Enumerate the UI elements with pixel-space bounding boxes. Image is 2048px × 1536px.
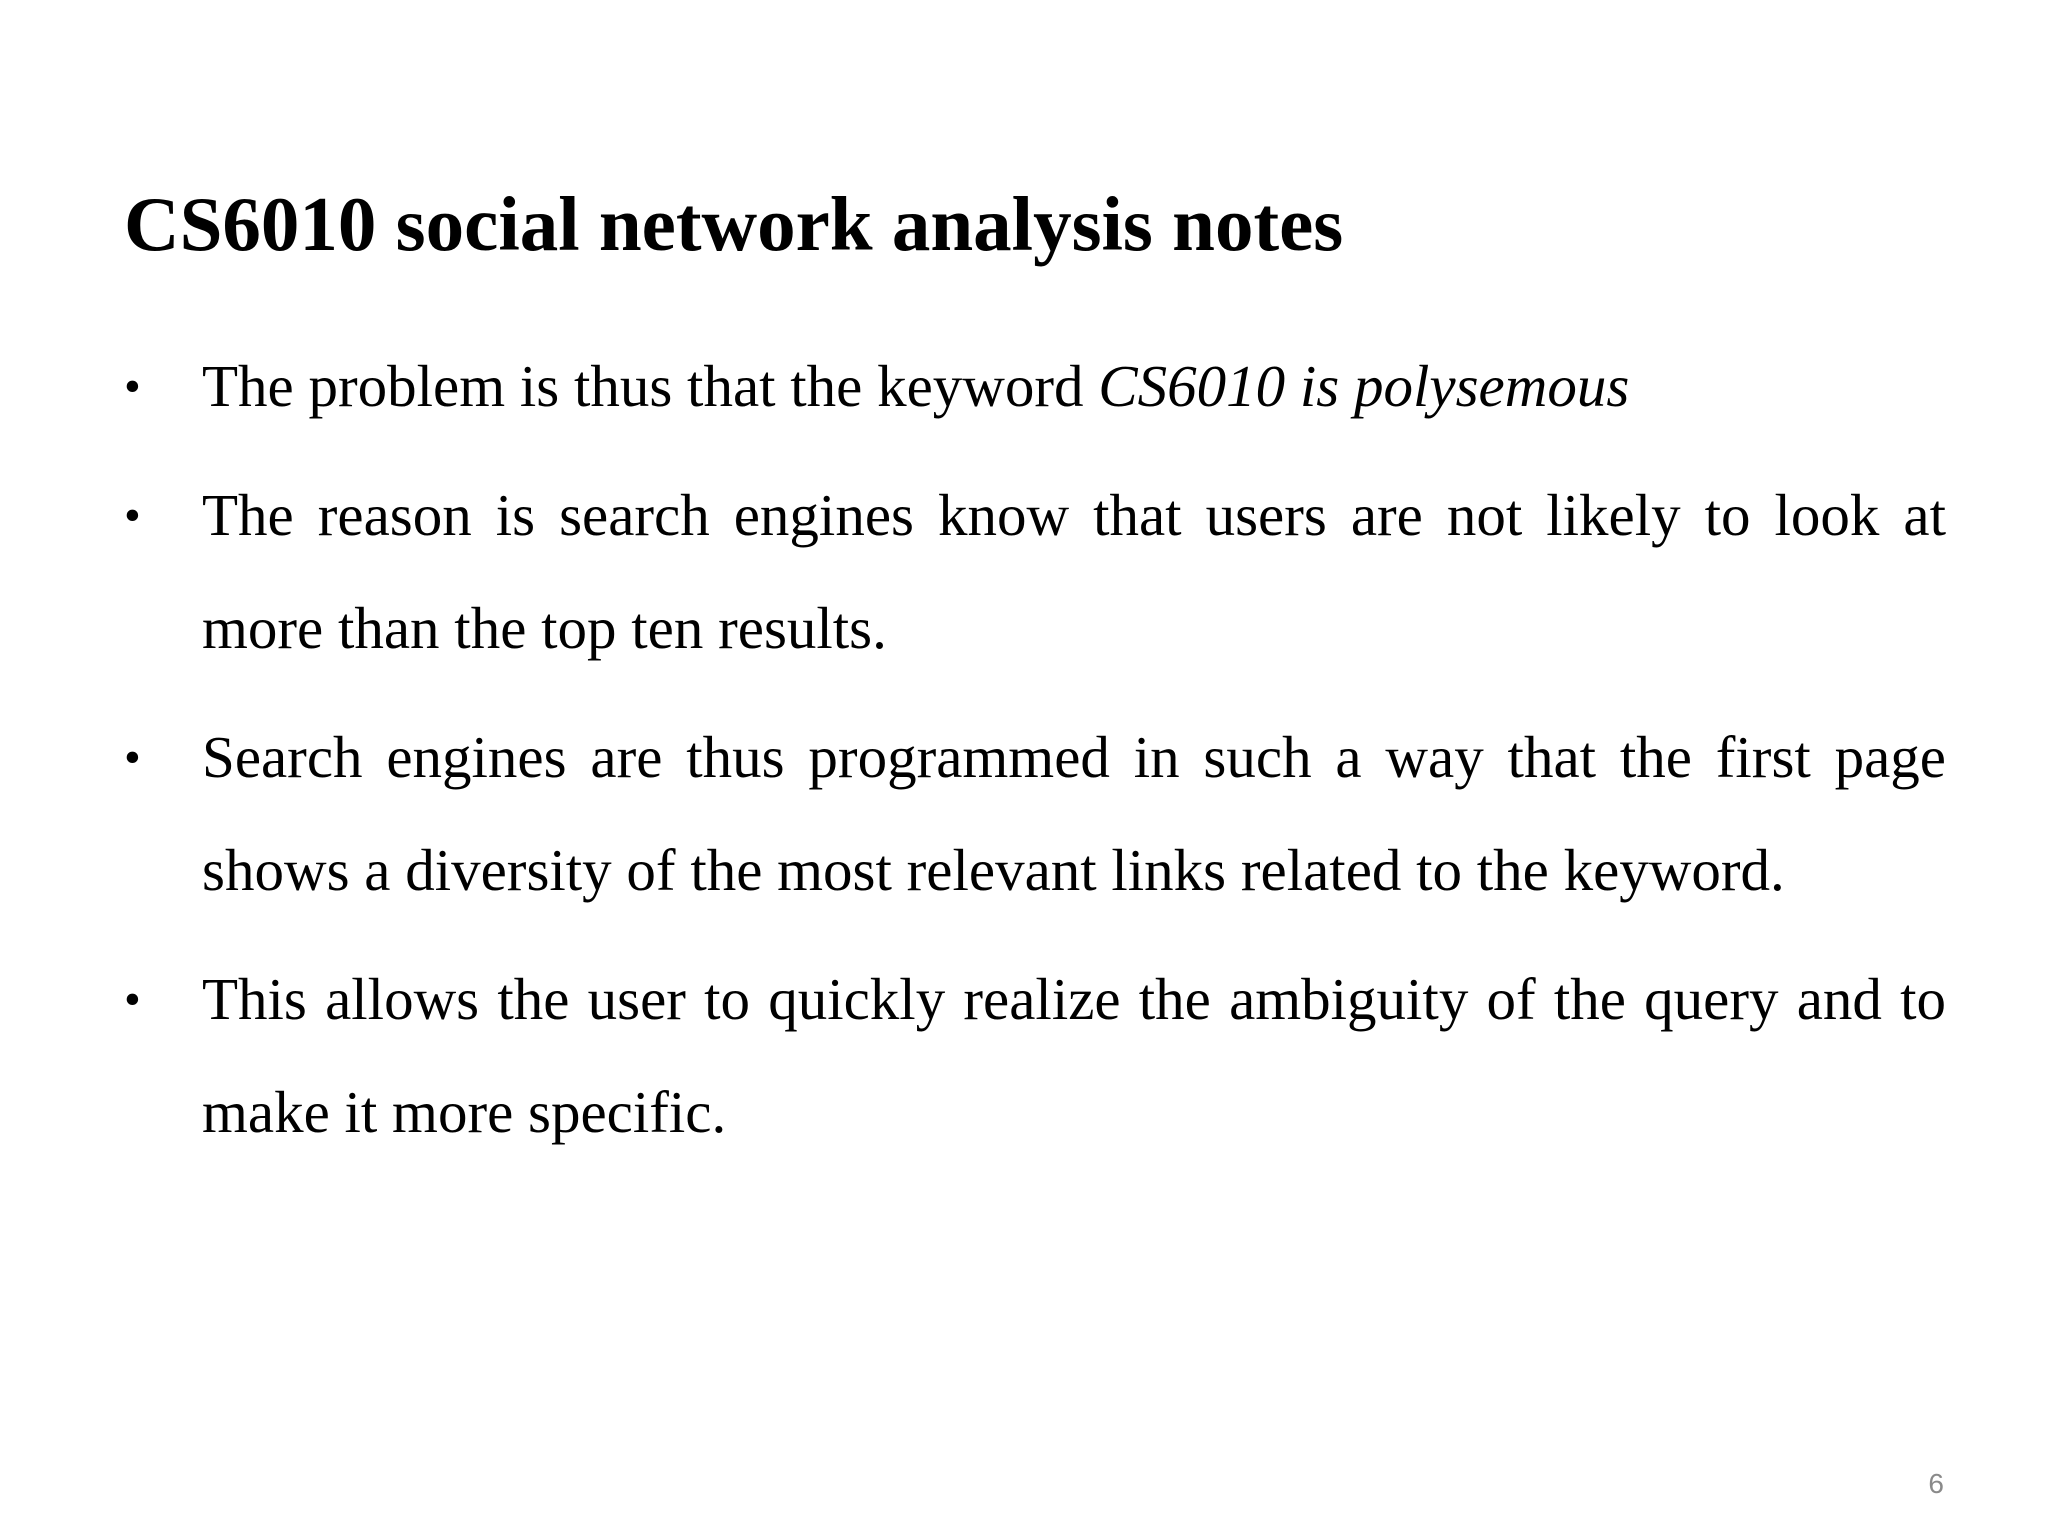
bullet-dot-icon: • (124, 360, 141, 413)
bullet-text: This allows the user to quickly realize the ambiguity of the query and to make it more specific. (202, 966, 1946, 1145)
bullet-text: The reason is search engines know that users are not likely to look at more than the top ten results. (202, 482, 1946, 661)
bullet-text: Search engines are thus programmed in such a way that the first page shows a diversity of the most relevant links related to the keyword. (202, 724, 1946, 903)
slide-title: CS6010 social network analysis notes (124, 181, 1344, 267)
bullet-dot-icon: • (124, 973, 141, 1026)
bullet-dot-icon: • (124, 731, 141, 784)
bullet-item (124, 459, 1946, 685)
bullet-item (124, 701, 1946, 927)
bullet-text: The problem is thus that the keyword (202, 353, 1099, 419)
bullet-item (124, 330, 1946, 443)
bullet-list (124, 330, 1946, 1185)
bullet-emphasis-text: CS6010 is polysemous (1098, 353, 1630, 419)
bullet-dot-icon: • (124, 489, 141, 542)
bullet-item (124, 943, 1946, 1169)
page-number: 6 (1928, 1468, 1944, 1499)
